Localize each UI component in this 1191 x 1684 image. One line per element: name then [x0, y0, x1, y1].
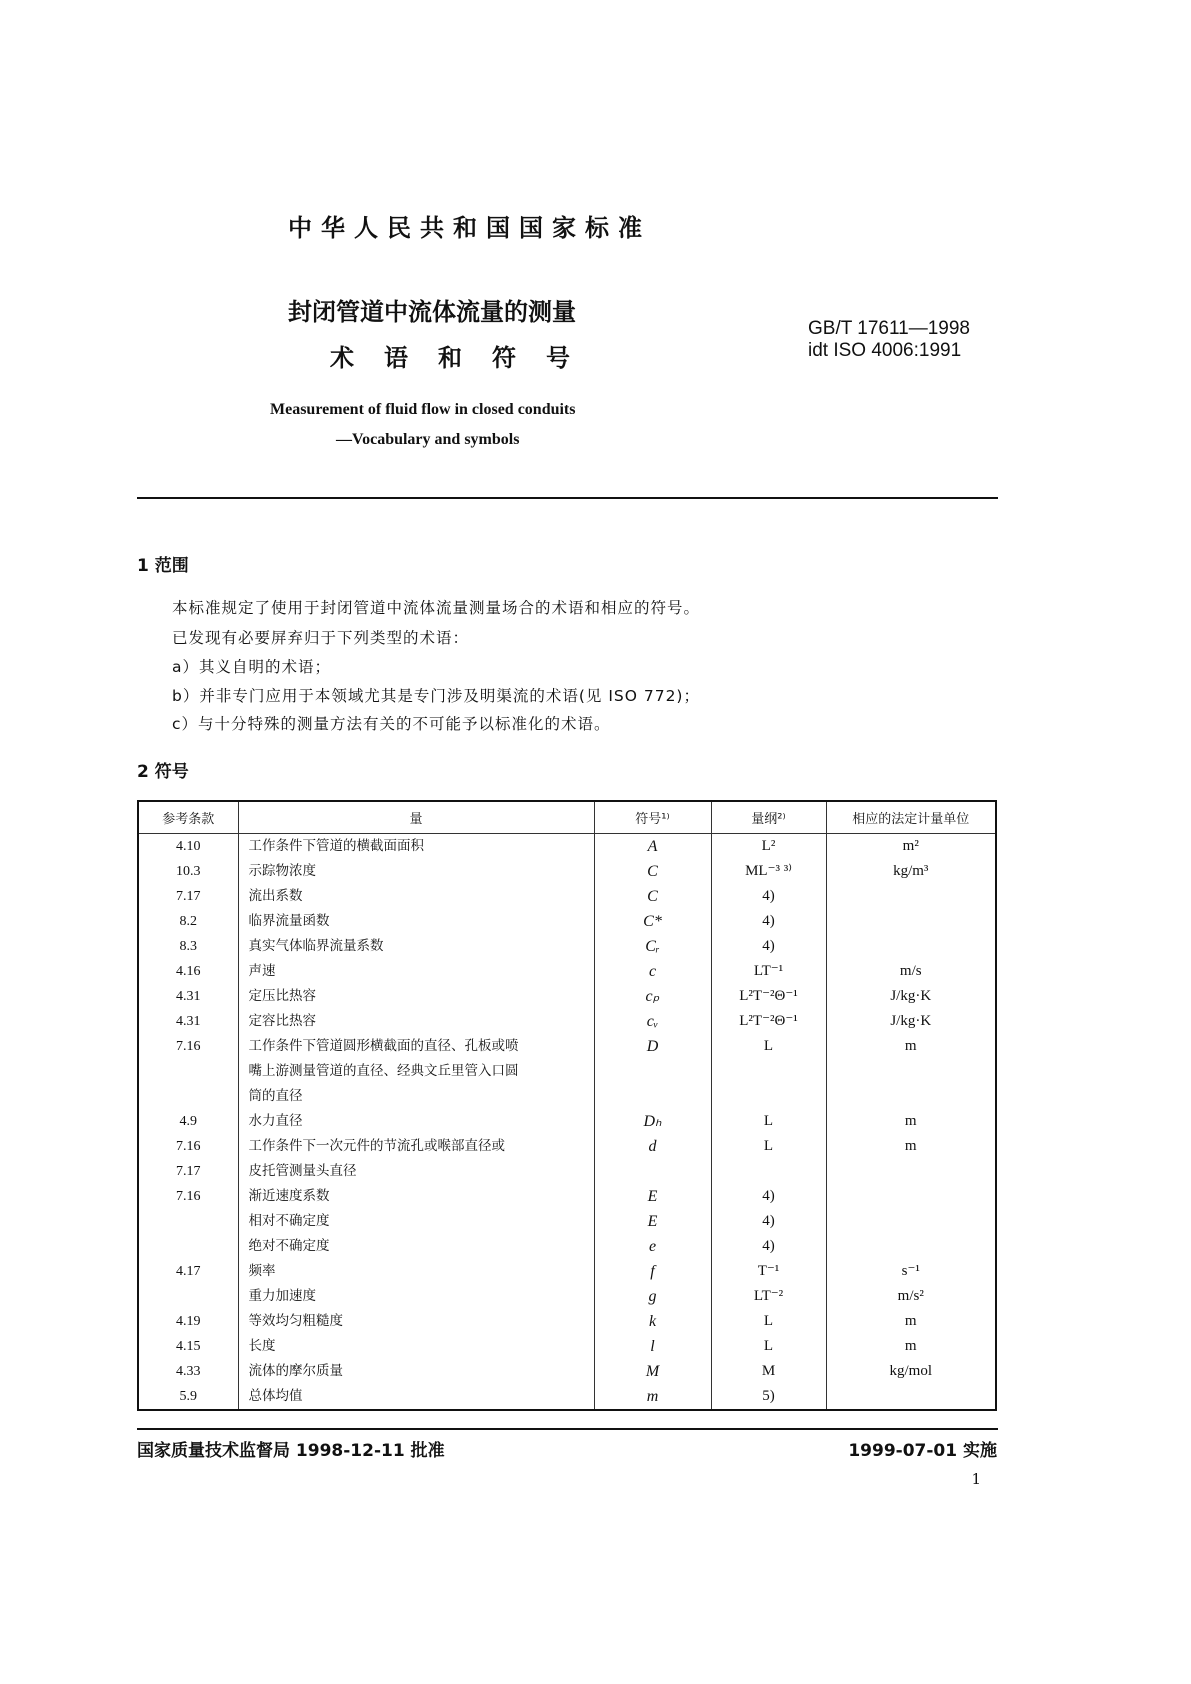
unit-cell-text [827, 1184, 996, 1209]
dimension-cell [711, 959, 826, 984]
dimension-cell-text: L [763, 1313, 774, 1329]
dimension-cell [711, 834, 826, 860]
reference-cell-text: 4.19 [176, 1314, 201, 1329]
reference-cell-text [139, 1234, 238, 1259]
table-header-row [138, 801, 996, 834]
reference-cell-text: 5.9 [179, 1389, 197, 1404]
reference-cell [138, 934, 238, 959]
symbol-cell-text: C [647, 863, 658, 880]
symbol-cell [594, 959, 711, 984]
reference-cell [138, 909, 238, 934]
quantity-cell [238, 834, 594, 860]
reference-cell-text: 4.31 [176, 1014, 201, 1029]
reference-cell [138, 834, 238, 860]
quantity-cell-text: 频率 [248, 1263, 276, 1279]
reference-cell [138, 1234, 238, 1259]
table-row [138, 909, 996, 934]
quantity-cell [238, 909, 594, 934]
table-row [138, 959, 996, 984]
dimension-cell-text: L²T⁻²Θ⁻¹ [739, 988, 798, 1004]
unit-cell [826, 1284, 996, 1309]
quantity-cell-text: 相对不确定度 [248, 1213, 330, 1229]
dimension-cell [711, 1259, 826, 1284]
dimension-cell [711, 1359, 826, 1384]
effective-date: 1999-07-01 实施 [848, 1441, 997, 1461]
unit-cell-text [827, 1234, 996, 1259]
dimension-cell [711, 909, 826, 934]
quantity-cell [238, 1384, 594, 1410]
dimension-cell-text: 4) [762, 938, 775, 954]
symbol-cell-text: e [648, 1238, 657, 1255]
unit-cell [826, 934, 996, 959]
title-line-2: 术语和符号 [330, 344, 600, 372]
symbol-cell [594, 984, 711, 1009]
title-line-1: 封闭管道中流体流量的测量 [288, 298, 576, 326]
reference-cell [138, 1209, 238, 1234]
reference-cell [138, 1134, 238, 1184]
quantity-cell [238, 959, 594, 984]
table-row [138, 1109, 996, 1134]
unit-cell-text: m/s [899, 963, 922, 979]
reference-cell-text: 4.10 [176, 839, 201, 854]
table-row [138, 1284, 996, 1309]
quantity-cell-text: 定压比热容 [248, 988, 316, 1004]
symbol-cell [594, 1234, 711, 1259]
reference-cell-text: 7.17 [176, 889, 201, 904]
reference-cell [138, 1309, 238, 1334]
dimension-cell-text: 4) [762, 1238, 775, 1254]
english-title [270, 395, 575, 455]
quantity-cell [238, 1259, 594, 1284]
unit-cell [826, 1359, 996, 1384]
unit-cell [826, 1234, 996, 1259]
reference-cell-text [139, 1209, 238, 1234]
quantity-cell-text: 渐近速度系数 [248, 1188, 330, 1204]
code-line-1: GB/T 17611—1998 [808, 318, 970, 339]
quantity-cell [238, 1209, 594, 1234]
symbol-cell [594, 1109, 711, 1134]
approval-text: 国家质量技术监督局 1998-12-11 批准 [137, 1441, 445, 1461]
dimension-cell-text: 4) [762, 888, 775, 904]
unit-cell-text: m [904, 1313, 917, 1329]
table-row [138, 1184, 996, 1209]
quantity-cell-text: 绝对不确定度 [248, 1238, 330, 1254]
dimension-cell [711, 984, 826, 1009]
dimension-cell-text: LT⁻¹ [753, 963, 784, 979]
reference-cell-text [139, 1284, 238, 1309]
english-title-line-1: Measurement of fluid flow in closed conduits [270, 401, 576, 418]
header-unit: 相应的法定计量单位 [826, 801, 996, 834]
dimension-cell-text: L²T⁻²Θ⁻¹ [739, 1013, 798, 1029]
dimension-cell [711, 1034, 826, 1109]
symbol-cell-text: cᵥ [646, 1013, 659, 1030]
quantity-cell-text: 流出系数 [248, 888, 303, 904]
unit-cell-text: m [904, 1038, 917, 1054]
dimension-cell-text: 4) [762, 913, 775, 929]
reference-cell-text: 7.16 [176, 1189, 201, 1204]
table-row [138, 1009, 996, 1034]
quantity-cell [238, 1184, 594, 1209]
symbol-cell-text: l [650, 1338, 655, 1355]
quantity-cell [238, 884, 594, 909]
symbol-cell-text: f [650, 1263, 655, 1280]
reference-cell [138, 1359, 238, 1384]
quantity-cell-text: 声速 [248, 963, 276, 979]
list-item: c）与十分特殊的测量方法有关的不可能予以标准化的术语。 [172, 715, 611, 733]
section-1-heading: 1 范围 [137, 556, 189, 576]
dimension-cell-text: ML⁻³ ³⁾ [745, 863, 792, 879]
unit-cell-text [827, 1384, 996, 1409]
table-row [138, 1309, 996, 1334]
symbol-cell [594, 1034, 711, 1109]
symbol-cell-text: k [648, 1313, 657, 1330]
code-line-2: idt ISO 4006:1991 [808, 340, 962, 361]
table-row [138, 1384, 996, 1410]
symbol-cell [594, 1184, 711, 1209]
reference-cell-text: 4.33 [176, 1364, 201, 1379]
reference-cell-text: 8.2 [179, 914, 197, 929]
unit-cell [826, 1259, 996, 1284]
quantity-cell-text: 总体均值 [248, 1388, 303, 1404]
dimension-cell-text: M [761, 1363, 776, 1379]
dimension-cell-text: L [763, 1138, 774, 1154]
table-row [138, 1209, 996, 1234]
header-symbol: 符号¹⁾ [594, 801, 711, 834]
quantity-cell [238, 1284, 594, 1309]
symbol-cell [594, 859, 711, 884]
reference-cell-text: 4.15 [176, 1339, 201, 1354]
national-standard-label: 中华人民共和国国家标准 [288, 214, 651, 242]
table-row [138, 984, 996, 1009]
unit-cell-text: m² [902, 838, 919, 854]
dimension-cell-text: L [763, 1338, 774, 1354]
unit-cell [826, 909, 996, 934]
unit-cell-text: m [904, 1138, 917, 1154]
symbol-cell-text: M [645, 1363, 660, 1380]
table-row [138, 934, 996, 959]
reference-cell [138, 1259, 238, 1284]
footer-divider [137, 1428, 998, 1430]
reference-cell-text: 7.16 [176, 1039, 201, 1054]
reference-cell-text: 4.16 [176, 964, 201, 979]
reference-cell [138, 1034, 238, 1109]
table-row [138, 884, 996, 909]
dimension-cell-text: L² [761, 838, 776, 854]
quantity-cell [238, 1234, 594, 1259]
dimension-cell-text: L [763, 1038, 774, 1054]
symbol-cell-text: E [647, 1213, 658, 1230]
symbol-cell [594, 1134, 711, 1184]
symbol-cell-text: E [647, 1188, 658, 1205]
reference-cell-text: 10.3 [176, 864, 201, 879]
unit-cell-text [827, 1209, 996, 1234]
unit-cell-text: J/kg·K [890, 1013, 932, 1029]
quantity-cell-text: 等效均匀粗糙度 [248, 1313, 343, 1329]
dimension-cell [711, 1109, 826, 1134]
section-2-heading: 2 符号 [137, 762, 189, 782]
dimension-cell [711, 1209, 826, 1234]
reference-cell-text: 4.9 [179, 1114, 197, 1129]
unit-cell [826, 834, 996, 860]
symbol-cell [594, 1284, 711, 1309]
symbol-cell [594, 1309, 711, 1334]
reference-cell-text: 4.31 [176, 989, 201, 1004]
symbol-cell-text: Dₕ [643, 1113, 662, 1130]
standard-code [808, 318, 970, 362]
symbol-cell-text: d [648, 1138, 657, 1155]
dimension-cell [711, 859, 826, 884]
symbol-cell [594, 1384, 711, 1410]
unit-cell-text: m/s² [897, 1288, 924, 1304]
unit-cell-text [827, 934, 996, 959]
quantity-cell [238, 1009, 594, 1034]
symbol-cell [594, 1334, 711, 1359]
dimension-cell [711, 1309, 826, 1334]
unit-cell [826, 1109, 996, 1134]
dimension-cell [711, 1384, 826, 1410]
table-row [138, 1234, 996, 1259]
quantity-cell-text: 长度 [248, 1338, 276, 1354]
page-number: 1 [971, 1470, 981, 1488]
symbol-cell [594, 884, 711, 909]
reference-cell [138, 1284, 238, 1309]
reference-cell-text: 4.17 [176, 1264, 201, 1279]
unit-cell [826, 1009, 996, 1034]
reference-cell-text: 7.16 7.17 [176, 1139, 201, 1179]
quantity-cell-text: 真实气体临界流量系数 [248, 938, 384, 954]
unit-cell [826, 1034, 996, 1109]
table-row [138, 1334, 996, 1359]
reference-cell [138, 1009, 238, 1034]
symbol-cell [594, 834, 711, 860]
dimension-cell [711, 1284, 826, 1309]
unit-cell-text: m [904, 1338, 917, 1354]
unit-cell [826, 1184, 996, 1209]
quantity-cell-text: 定容比热容 [248, 1013, 316, 1029]
unit-cell-text: kg/mol [889, 1363, 932, 1379]
dimension-cell [711, 1184, 826, 1209]
unit-cell [826, 984, 996, 1009]
dimension-cell [711, 1334, 826, 1359]
symbol-cell-text: Cᵣ [645, 938, 660, 955]
symbol-cell-text: c [648, 963, 657, 980]
reference-cell [138, 1109, 238, 1134]
list-item: b）并非专门应用于本领域尤其是专门涉及明渠流的术语(见 ISO 772)； [172, 687, 700, 705]
list-item: a）其义自明的术语； [172, 658, 331, 676]
english-title-line-2: —Vocabulary and symbols [336, 431, 520, 448]
quantity-cell [238, 1359, 594, 1384]
dimension-cell-text: LT⁻² [753, 1288, 784, 1304]
quantity-cell-text: 水力直径 [248, 1113, 303, 1129]
reference-cell [138, 884, 238, 909]
dimension-cell-text: 4) [762, 1213, 775, 1229]
dimension-cell [711, 1234, 826, 1259]
table-row [138, 859, 996, 884]
reference-cell [138, 1334, 238, 1359]
reference-cell-text: 8.3 [179, 939, 197, 954]
quantity-cell-text: 示踪物浓度 [248, 863, 316, 879]
symbol-cell [594, 1359, 711, 1384]
symbol-cell [594, 1009, 711, 1034]
symbol-cell-text: m [646, 1388, 659, 1405]
reference-cell [138, 1384, 238, 1410]
quantity-cell-text: 工作条件下管道的横截面面积 [248, 838, 424, 854]
paragraph: 本标准规定了使用于封闭管道中流体流量测量场合的术语和相应的符号。 [172, 599, 701, 617]
dimension-cell [711, 884, 826, 909]
symbol-cell-text: g [648, 1288, 657, 1305]
quantity-cell-text: 工作条件下一次元件的节流孔或喉部直径或 皮托管测量头直径 [248, 1138, 505, 1179]
unit-cell-text [827, 909, 996, 934]
quantity-cell [238, 1134, 594, 1184]
unit-cell-text: s⁻¹ [901, 1263, 920, 1279]
symbol-cell [594, 909, 711, 934]
table-row [138, 1134, 996, 1184]
reference-cell [138, 859, 238, 884]
unit-cell [826, 959, 996, 984]
table-row [138, 1034, 996, 1109]
table-row [138, 834, 996, 860]
header-divider [137, 497, 998, 499]
quantity-cell-text: 临界流量函数 [248, 913, 330, 929]
unit-cell-text: m [904, 1113, 917, 1129]
symbol-cell [594, 1259, 711, 1284]
quantity-cell-text: 重力加速度 [248, 1288, 316, 1304]
symbol-cell-text: C* [643, 913, 662, 930]
dimension-cell-text: 5) [762, 1388, 775, 1404]
symbol-cell [594, 934, 711, 959]
dimension-cell [711, 1009, 826, 1034]
symbol-cell [594, 1209, 711, 1234]
dimension-cell [711, 1134, 826, 1184]
symbol-cell-text: A [647, 838, 658, 855]
symbols-table [137, 800, 997, 1411]
table-row [138, 1259, 996, 1284]
unit-cell-text: J/kg·K [890, 988, 932, 1004]
dimension-cell [711, 934, 826, 959]
quantity-cell-text: 工作条件下管道圆形横截面的直径、孔板或喷 嘴上游测量管道的直径、经典文丘里管入口圆 筒的直径 [248, 1038, 519, 1104]
reference-cell [138, 984, 238, 1009]
quantity-cell [238, 934, 594, 959]
unit-cell [826, 1309, 996, 1334]
header-reference: 参考条款 [138, 801, 238, 834]
quantity-cell [238, 1309, 594, 1334]
quantity-cell-text: 流体的摩尔质量 [248, 1363, 343, 1379]
quantity-cell [238, 1334, 594, 1359]
dimension-cell-text: T⁻¹ [757, 1263, 780, 1279]
unit-cell [826, 859, 996, 884]
unit-cell [826, 1384, 996, 1410]
unit-cell [826, 1209, 996, 1234]
unit-cell [826, 1334, 996, 1359]
table-row [138, 1359, 996, 1384]
reference-cell [138, 1184, 238, 1209]
header-quantity: 量 [238, 801, 594, 834]
unit-cell [826, 1134, 996, 1184]
unit-cell-text: kg/m³ [893, 863, 929, 879]
dimension-cell-text: L [763, 1113, 774, 1129]
symbol-cell-text: C [647, 888, 658, 905]
quantity-cell [238, 984, 594, 1009]
unit-cell [826, 884, 996, 909]
table-body [138, 834, 996, 1411]
quantity-cell [238, 1109, 594, 1134]
quantity-cell [238, 1034, 594, 1109]
quantity-cell [238, 859, 594, 884]
symbol-cell-text: cₚ [645, 988, 660, 1005]
paragraph: 已发现有必要屏弃归于下列类型的术语： [172, 629, 470, 647]
unit-cell-text [827, 884, 996, 909]
reference-cell [138, 959, 238, 984]
dimension-cell-text: 4) [762, 1188, 775, 1204]
header-dimension: 量纲²⁾ [711, 801, 826, 834]
symbol-cell-text: D [646, 1038, 659, 1055]
